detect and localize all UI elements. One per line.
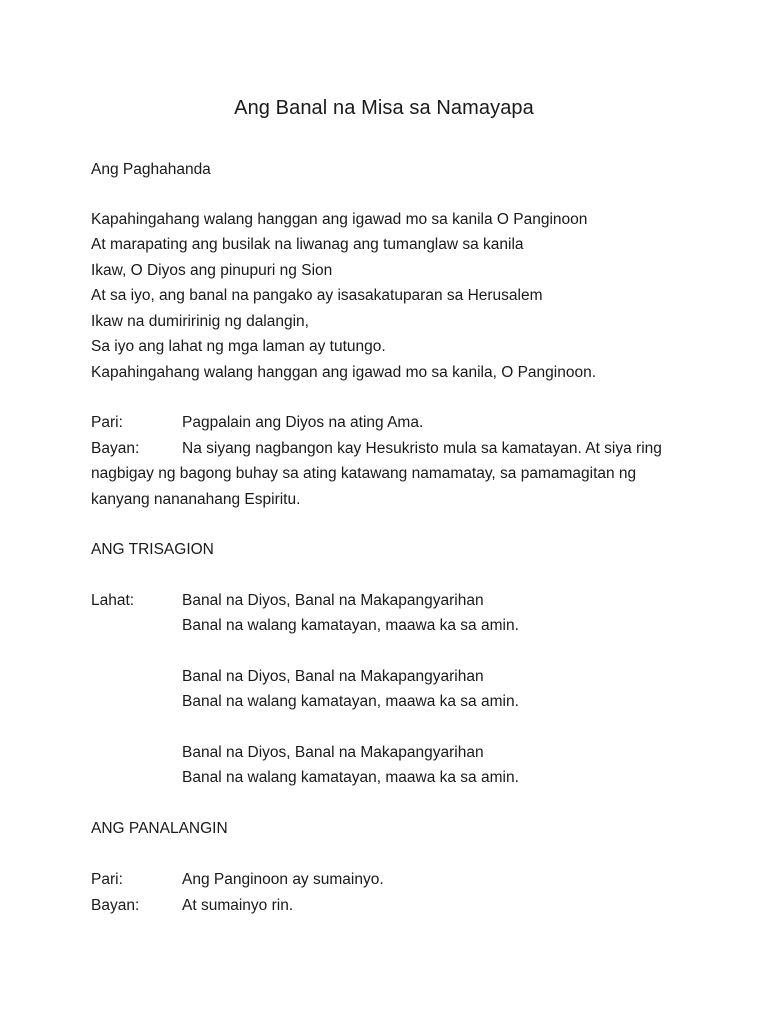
prayer-line: Ikaw na dumiririnig ng dalangin, <box>91 313 309 330</box>
section-heading-panalangin: ANG PANALANGIN <box>91 820 228 837</box>
speaker-label-bayan: Bayan: <box>91 440 140 457</box>
trisagion-line: Banal na walang kamatayan, maawa ka sa amin. <box>182 769 519 786</box>
bayan-response: At sumainyo rin. <box>182 897 294 914</box>
section-heading-paghahanda: Ang Paghahanda <box>91 161 211 178</box>
speaker-label-pari: Pari: <box>91 871 123 888</box>
document-title: Ang Banal na Misa sa Namayapa <box>234 97 534 119</box>
prayer-line: At sa iyo, ang banal na pangako ay isasakatuparan sa Herusalem <box>91 287 543 304</box>
bayan-response-continued: nagbigay ng bagong buhay sa ating katawang namamatay, sa pamamagitan ng <box>91 465 637 482</box>
pari-response: Pagpalain ang Diyos na ating Ama. <box>182 414 424 431</box>
speaker-label-pari: Pari: <box>91 414 123 431</box>
prayer-line: At marapating ang busilak na liwanag ang tumanglaw sa kanila <box>91 236 524 253</box>
trisagion-line: Banal na Diyos, Banal na Makapangyarihan <box>182 744 484 761</box>
trisagion-line: Banal na Diyos, Banal na Makapangyarihan <box>182 592 484 609</box>
bayan-response-continued: kanyang nananahang Espiritu. <box>91 491 301 508</box>
trisagion-line: Banal na walang kamatayan, maawa ka sa amin. <box>182 617 519 634</box>
speaker-label-bayan: Bayan: <box>91 897 140 914</box>
bayan-response: Na siyang nagbangon kay Hesukristo mula sa kamatayan. At siya ring <box>182 440 662 457</box>
prayer-line: Ikaw, O Diyos ang pinupuri ng Sion <box>91 262 333 279</box>
pari-response: Ang Panginoon ay sumainyo. <box>182 871 384 888</box>
trisagion-line: Banal na Diyos, Banal na Makapangyarihan <box>182 668 484 685</box>
section-heading-trisagion: ANG TRISAGION <box>91 541 214 558</box>
trisagion-line: Banal na walang kamatayan, maawa ka sa amin. <box>182 693 519 710</box>
prayer-line: Kapahingahang walang hanggan ang igawad mo sa kanila, O Panginoon. <box>91 364 596 381</box>
prayer-line: Kapahingahang walang hanggan ang igawad mo sa kanila O Panginoon <box>91 211 588 228</box>
speaker-label-lahat: Lahat: <box>91 592 135 609</box>
prayer-line: Sa iyo ang lahat ng mga laman ay tutungo. <box>91 338 386 355</box>
